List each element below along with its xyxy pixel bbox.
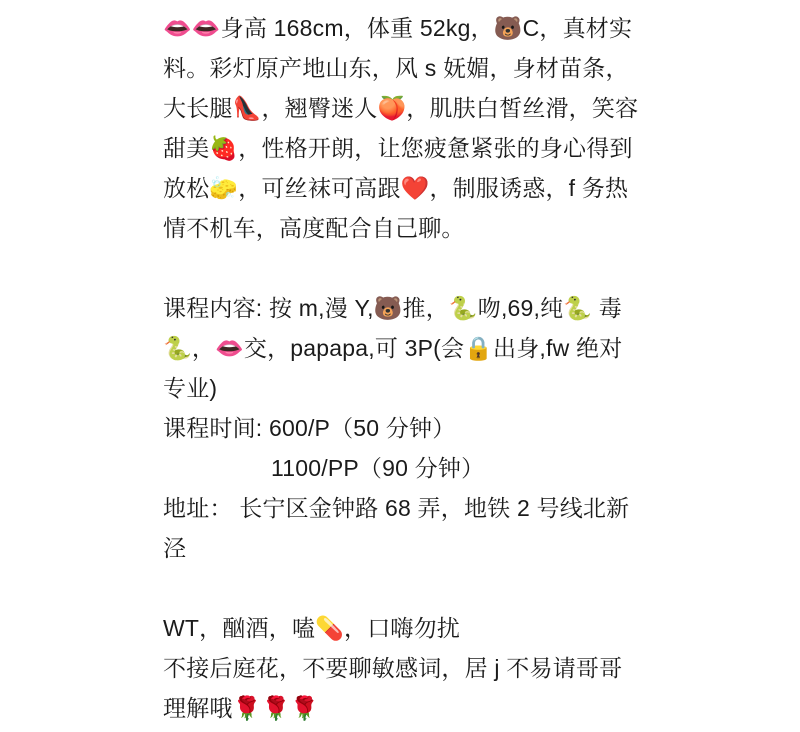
paragraph-course-content: 课程内容: 按 m,漫 Y,🐻推，🐍吻,69,纯🐍 毒🐍，👄交，papapa,可 3P(会🔒出身,fw 绝对专业): [163, 295, 623, 401]
text-body: [163, 8, 640, 728]
paragraph-intro: 👄👄身高 168cm，体重 52kg，🐻C，真材实料。彩灯原产地山东，风 s 妩媚，身材苗条，大长腿👠，翘臀迷人🍑，肌肤白皙丝滑，笑容甜美🍓，性格开朗，让您疲惫紧张的身心得到放松🧽，可丝袜可高跟❤️，制服诱惑，f 务热情不机车，高度配合自己聊。: [163, 15, 639, 241]
paragraph-course-time-primary: 课程时间: 600/P（50 分钟）: [163, 415, 456, 441]
paragraph-notes-primary: WT，酗酒，嗑💊，口嗨勿扰: [163, 615, 460, 641]
paragraph-notes-secondary: 不接后庭花，不要聊敏感词，居 j 不易请哥哥理解哦🌹🌹🌹: [163, 655, 623, 721]
paragraph-course-time-secondary: 1100/PP（90 分钟）: [271, 455, 485, 481]
paragraph-address: 地址： 长宁区金钟路 68 弄，地铁 2 号线北新泾: [163, 495, 630, 561]
paragraph-spacer: [163, 248, 640, 288]
paragraph-spacer-2: [163, 568, 640, 608]
